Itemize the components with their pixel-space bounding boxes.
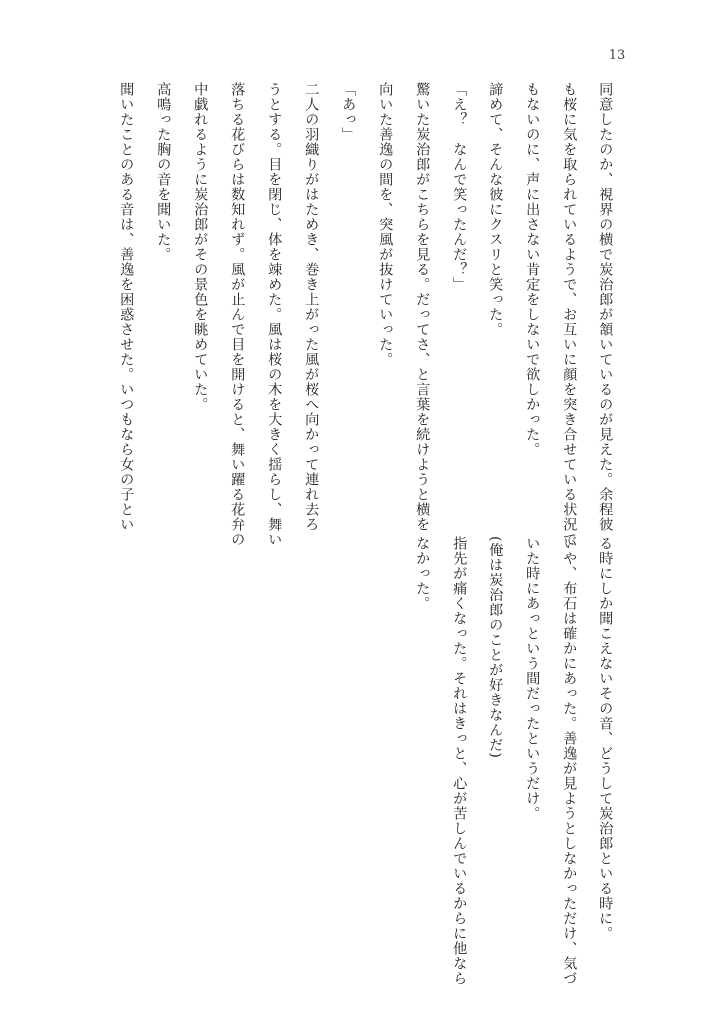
- text-column: 中戯れるように炭治郎がその景色を眺めていた。: [192, 82, 209, 412]
- text-column: 諦めて、そんな彼にクスリと笑った。: [487, 82, 504, 337]
- text-column: 驚いた炭治郎がこちらを見る。だってさ、と言葉を続けようと横を: [414, 82, 431, 532]
- text-column: うとする。目を閉じ、体を竦めた。風は桜の木を大きく揺らし、舞い: [266, 82, 283, 547]
- text-column: 同意したのか、視界の横で炭治郎が頷いているのが見えた。余程彼: [597, 82, 614, 532]
- text-column: もないのに、声に出さない肯定をしないで欲しかった。: [524, 82, 541, 457]
- text-column: 高鳴った胸の音を聞いた。: [155, 82, 172, 262]
- text-column: (俺は炭治郎のことが好きなんだ): [487, 536, 504, 759]
- text-column: いや、布石は確かにあった。善逸が見ようとしなかっただけ、気づ: [561, 536, 578, 986]
- text-column: 指先が痛くなった。それはきっと、心が苦しんでいるからに他なら: [451, 536, 468, 986]
- text-column: なかった。: [414, 536, 431, 611]
- page-number: 13: [608, 48, 626, 63]
- text-column: 「え？ なんで笑ったんだ？」: [451, 82, 468, 292]
- text-column: も桜に気を取られているようで、お互いに顔を突き合せている状況で: [561, 82, 578, 547]
- text-column: 向いた善逸の間を、突風が抜けていった。: [377, 82, 394, 367]
- text-column: いた時にあっという間だったというだけ。: [524, 536, 541, 821]
- text-column: 落ちる花びらは数知れず。風が止んで目を開けると、舞い躍る花弁の: [229, 82, 246, 547]
- text-column: 「あっ」: [340, 82, 357, 142]
- text-column: る時にしか聞こえないその音、どうして炭治郎といる時に。: [597, 536, 614, 941]
- text-column: 二人の羽織りがはためき、巻き上がった風が桜へ向かって連れ去ろ: [303, 82, 320, 532]
- text-column: 聞いたことのある音は、善逸を困惑させた。いつもなら女の子とい: [118, 82, 135, 532]
